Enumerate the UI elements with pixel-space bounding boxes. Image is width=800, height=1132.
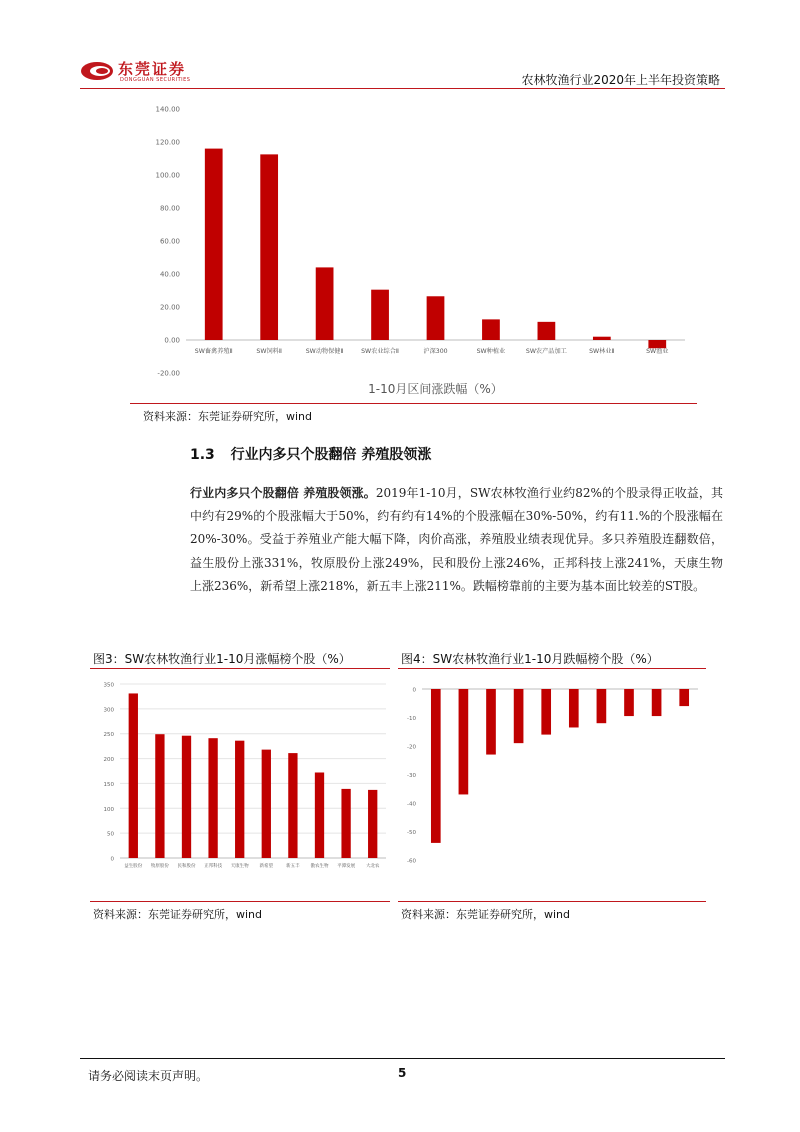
y-tick-label: 0 [412, 687, 416, 694]
bar [205, 149, 223, 340]
category-label: 民和股份 [177, 864, 196, 869]
chart-top-rule [130, 403, 697, 404]
y-tick-label: 80.00 [159, 204, 180, 213]
y-tick-label: 300 [103, 707, 114, 714]
figure4-source: 资料来源：东莞证券研究所，wind [401, 908, 571, 921]
y-tick-label: 100.00 [155, 171, 180, 180]
figure3-source-rule [90, 901, 390, 902]
y-tick-label: 250 [103, 732, 114, 739]
y-tick-label: 140.00 [155, 105, 180, 114]
bar [597, 689, 607, 723]
gainers-chart [96, 672, 388, 878]
top-chart-source: 资料来源：东莞证券研究所，wind [143, 410, 313, 423]
report-title: 农林牧渔行业2020年上半年投资策略 [521, 73, 720, 87]
category-label: 新五丰 [286, 864, 300, 869]
y-tick-label: -10 [407, 716, 416, 722]
losers-chart [402, 672, 702, 878]
bar [569, 689, 579, 727]
y-tick-label: 150 [103, 781, 114, 788]
paragraph-body: 2019年1-10月，SW农林牧渔行业约82%的个股录得正收益，其中约有29%的个股涨幅大于50%，约有约有14%的个股涨幅在30%-50%，约有11.%的个股涨幅在20%-30%。受益于养殖业产能大幅下降，肉价高涨，养殖股业绩表现优异。多只养殖股连翻数倍，益生股份上涨331%，牧原股份上涨249%，民和股份上涨246%，正邦科技上涨241%，天康生物上涨236%，新希望上涨218%，新五丰上涨211%。跌幅榜靠前的主要为基本面比较差的ST股。 [190, 486, 723, 593]
chart-title: 1-10月区间涨跌幅（%） [368, 382, 503, 396]
bar [155, 734, 164, 858]
page-number: 5 [398, 1066, 407, 1080]
y-tick-label: 50 [107, 831, 114, 838]
bar [538, 322, 556, 340]
y-tick-label: -20.00 [157, 369, 180, 378]
figure4-title-rule [398, 668, 706, 669]
y-tick-label: -40 [407, 801, 416, 808]
company-logo [80, 58, 220, 84]
body-paragraph [190, 482, 723, 598]
logo-en-text: DONGGUAN SECURITIES [120, 77, 191, 83]
category-label: 沪深300 [423, 348, 448, 355]
figure3-title-rule [90, 668, 390, 669]
y-tick-label: -50 [407, 830, 416, 836]
category-label: 正邦科技 [204, 864, 223, 869]
y-tick-label: 200 [103, 757, 114, 764]
category-label: 平潭发展 [337, 864, 356, 869]
y-tick-label: 0 [110, 856, 114, 863]
y-tick-label: 60.00 [159, 237, 180, 246]
y-tick-label: 350 [103, 682, 114, 689]
y-tick-label: -30 [407, 773, 416, 779]
logo-emblem-icon [80, 60, 114, 82]
category-label: SW动物保健Ⅱ [305, 348, 344, 355]
category-label: 大北农 [365, 864, 380, 869]
section-number: 1.3 [190, 447, 215, 463]
bar [431, 689, 441, 843]
y-tick-label: -20 [407, 744, 416, 751]
category-label: SW畜禽养殖Ⅱ [194, 348, 233, 355]
y-tick-label: 0.00 [164, 336, 180, 345]
y-tick-label: -60 [407, 858, 416, 865]
category-label: SW林业Ⅱ [589, 348, 615, 355]
bar [514, 689, 524, 743]
category-label: SW农产品加工 [525, 348, 567, 355]
bar [652, 689, 662, 716]
y-tick-label: 100 [103, 806, 114, 813]
bar [129, 693, 138, 858]
bar [541, 689, 551, 735]
industry-performance-chart [150, 100, 690, 405]
bar [182, 736, 191, 858]
bar [679, 689, 689, 706]
category-label: SW农业综合Ⅱ [361, 348, 399, 355]
category-label: SW种植业 [476, 348, 506, 355]
category-label: 傲农生物 [310, 864, 329, 869]
bar [368, 790, 377, 858]
bar [371, 290, 389, 340]
bar [341, 789, 350, 858]
bar [648, 340, 666, 348]
bar [316, 267, 334, 340]
bar [624, 689, 634, 716]
figure3-title: 图3：SW农林牧渔行业1-10月涨幅榜个股（%） [93, 652, 351, 666]
y-tick-label: 40.00 [159, 270, 180, 279]
footer-rule [80, 1058, 725, 1059]
figure4-source-rule [398, 901, 706, 902]
section-heading [190, 444, 431, 464]
bar [486, 689, 496, 755]
section-title: 行业内多只个股翻倍 养殖股领涨 [230, 447, 432, 463]
bar [482, 319, 500, 340]
header-rule [80, 88, 725, 89]
bar [459, 689, 469, 794]
category-label: 牧原股份 [150, 864, 169, 869]
category-label: SW渔业 [646, 348, 669, 355]
figure3-source: 资料来源：东莞证券研究所，wind [93, 908, 263, 921]
bar [593, 337, 611, 340]
bar [427, 296, 445, 340]
paragraph-lead: 行业内多只个股翻倍 养殖股领涨。 [190, 486, 376, 500]
bar [262, 750, 271, 858]
bar [260, 154, 278, 340]
bar [235, 741, 244, 858]
bar [208, 738, 217, 858]
figure4-title: 图4：SW农林牧渔行业1-10月跌幅榜个股（%） [401, 652, 659, 666]
category-label: SW饲料Ⅱ [256, 348, 282, 355]
y-tick-label: 20.00 [159, 303, 180, 312]
logo-cn-text: 东莞证券 [118, 60, 187, 78]
category-label: 新希望 [259, 864, 274, 869]
footer-disclaimer: 请务必阅读末页声明。 [88, 1069, 209, 1083]
bar [288, 753, 297, 858]
bar [315, 772, 324, 858]
category-label: 天康生物 [230, 864, 249, 869]
category-label: 益生股份 [124, 864, 143, 869]
y-tick-label: 120.00 [155, 138, 180, 147]
